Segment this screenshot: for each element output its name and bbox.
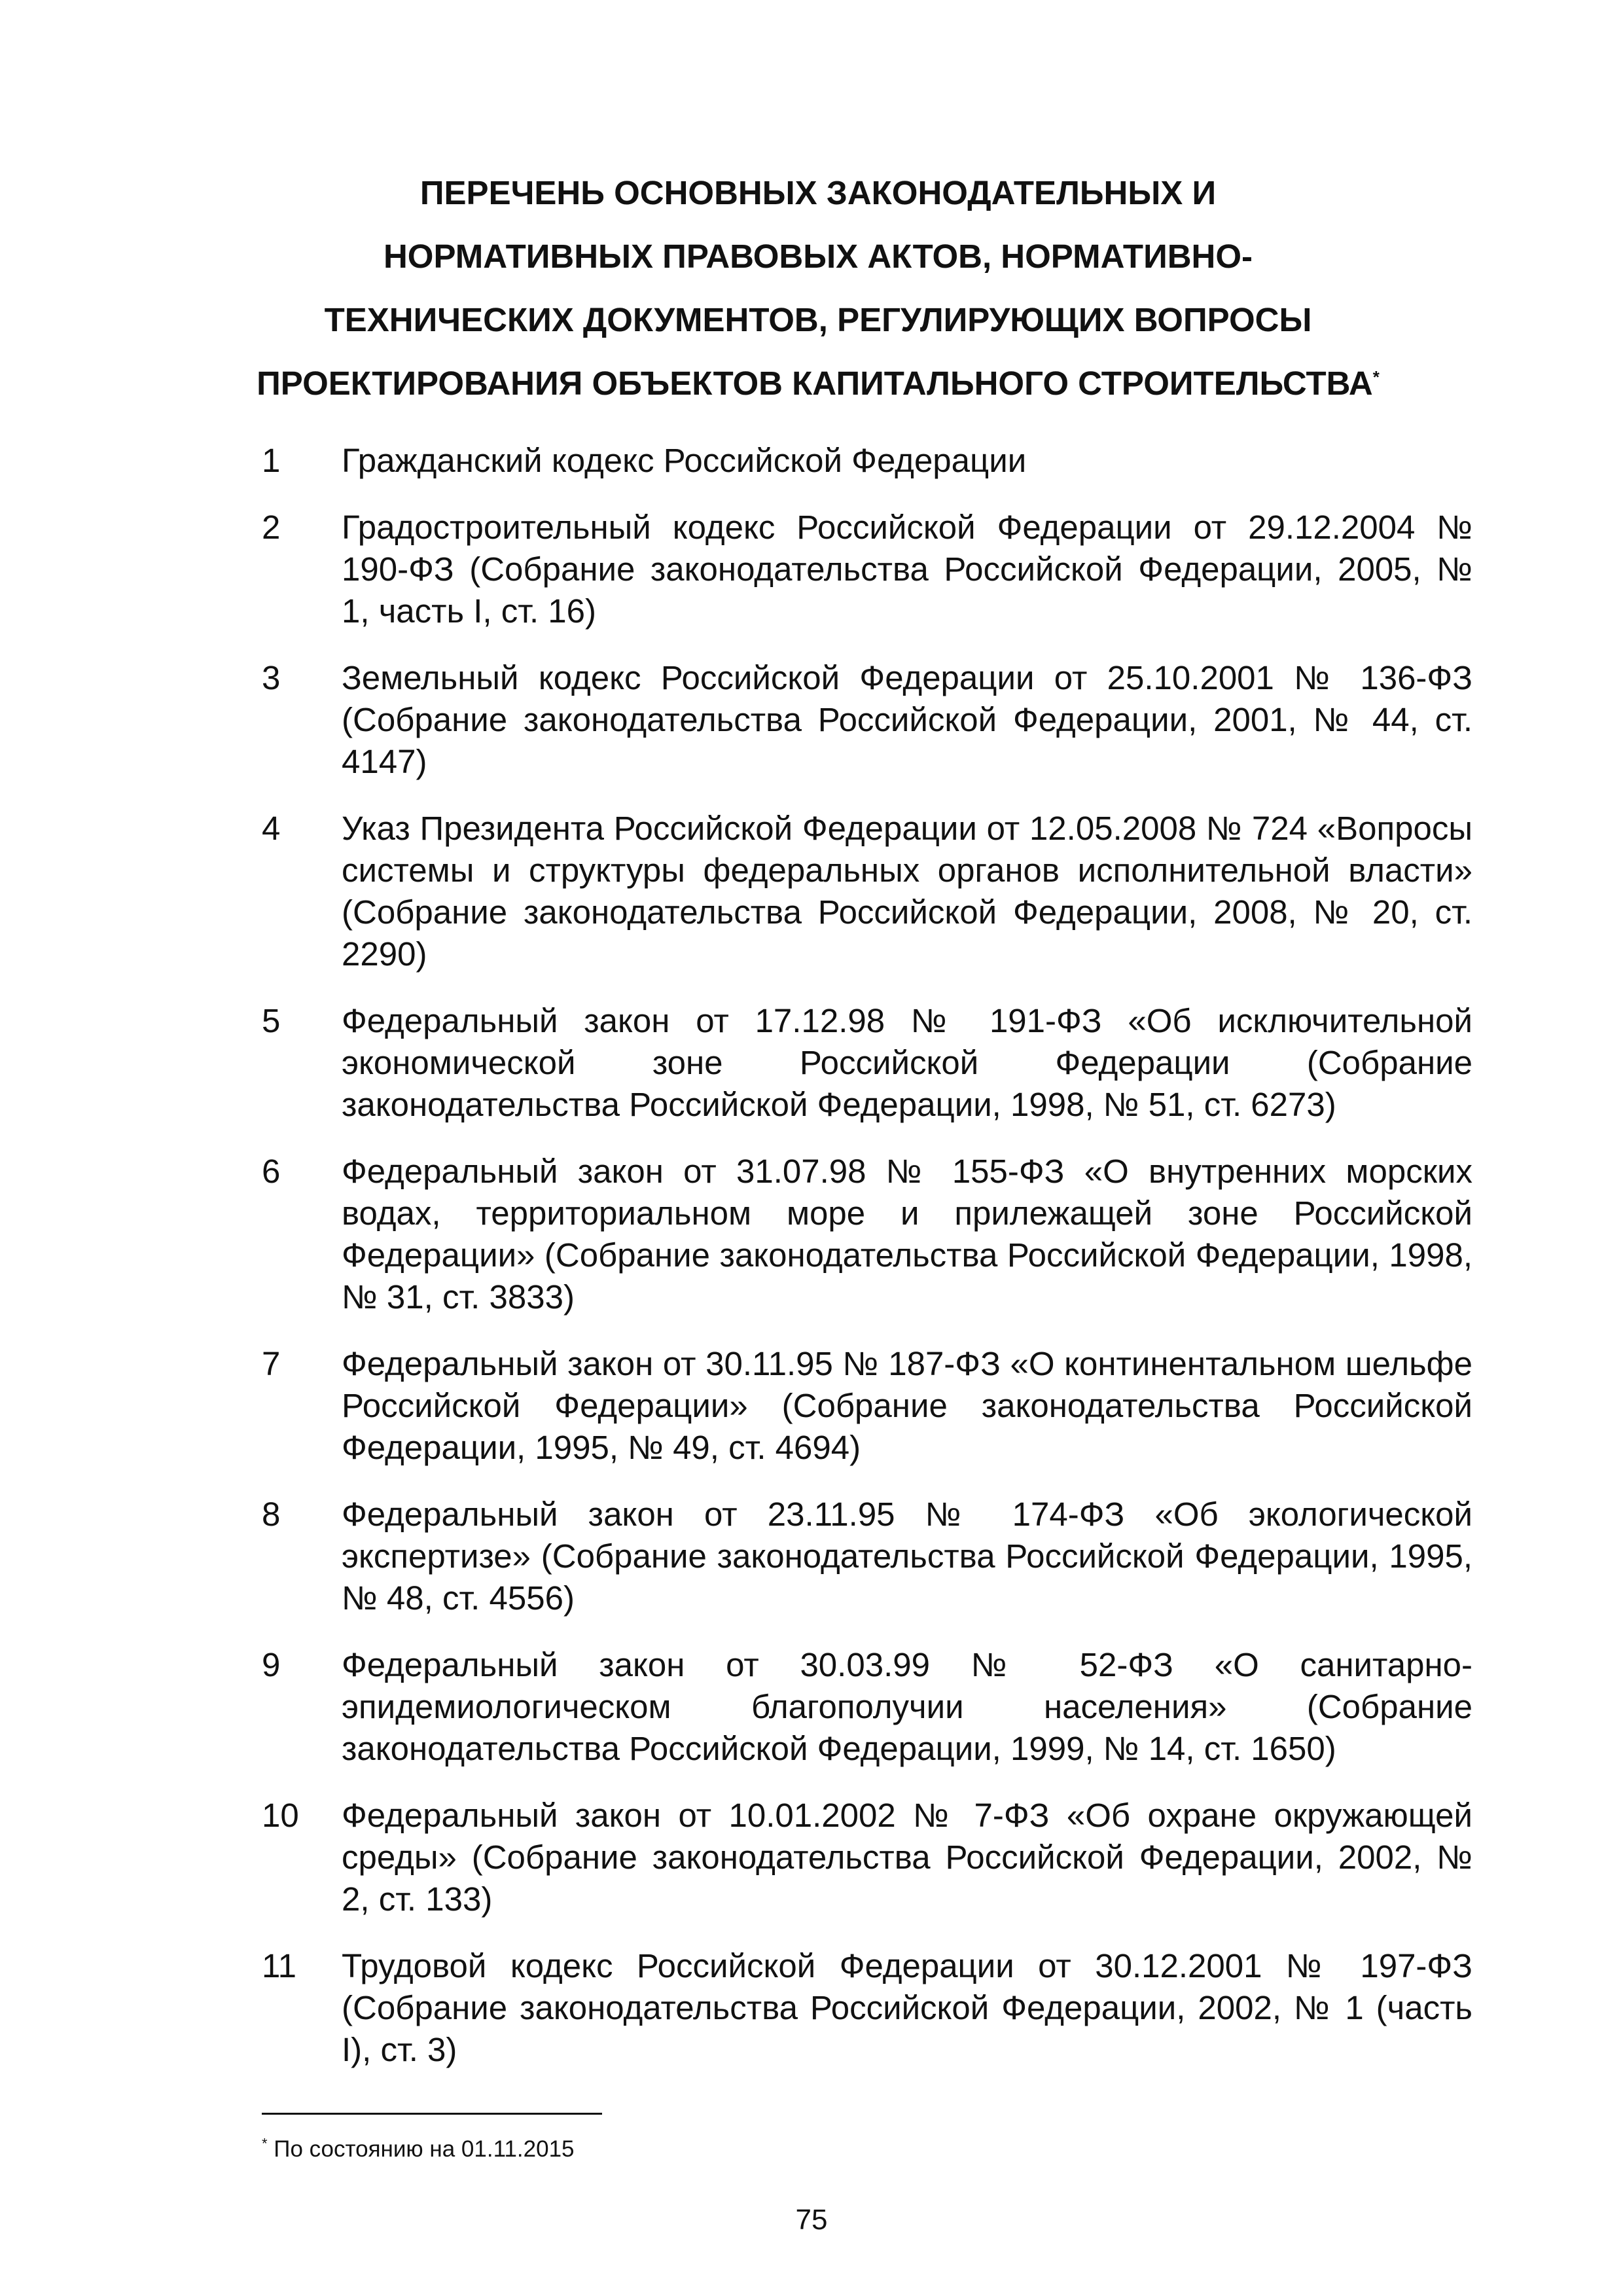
list-item bbox=[262, 507, 1472, 632]
item-number: 2 bbox=[262, 509, 281, 546]
list-item bbox=[262, 657, 1472, 783]
list-item bbox=[262, 1644, 1472, 1770]
item-text: Земельный кодекс Российской Федерации от 25.10.2001 № 136-ФЗ (Собрание законодательства Российской Федерации, 2001, № 44, ст. 4147) bbox=[342, 659, 1472, 780]
item-number: 5 bbox=[262, 1002, 281, 1039]
item-text: Федеральный закон от 17.12.98 № 191-ФЗ «Об исключительной экономической зоне Российской Федерации (Собрание законодательства Российской Федерации, 1998, № 51, ст. 6273) bbox=[342, 1002, 1472, 1123]
item-number: 9 bbox=[262, 1646, 281, 1683]
item-number: 7 bbox=[262, 1345, 281, 1382]
list-item bbox=[262, 1151, 1472, 1318]
title-line-text: ПРОЕКТИРОВАНИЯ ОБЪЕКТОВ КАПИТАЛЬНОГО СТРОИТЕЛЬСТВА bbox=[257, 365, 1373, 402]
item-number: 6 bbox=[262, 1153, 281, 1190]
list-item bbox=[262, 1945, 1472, 2071]
list-item bbox=[262, 1000, 1472, 1126]
item-number: 10 bbox=[262, 1797, 299, 1834]
list-item bbox=[262, 808, 1472, 975]
item-number: 11 bbox=[262, 1947, 296, 1984]
item-number: 1 bbox=[262, 442, 281, 479]
title-line-last bbox=[196, 351, 1440, 415]
item-text: Федеральный закон от 10.01.2002 № 7-ФЗ «Об охране окружающей среды» (Собрание законодательства Российской Федерации, 2002, № 2, ст. 133) bbox=[342, 1797, 1472, 1918]
item-text: Гражданский кодекс Российской Федерации bbox=[342, 442, 1027, 479]
page-number: 75 bbox=[795, 2204, 828, 2236]
title-line: НОРМАТИВНЫХ ПРАВОВЫХ АКТОВ, НОРМАТИВНО- bbox=[383, 238, 1253, 275]
title-line: ТЕХНИЧЕСКИХ ДОКУМЕНТОВ, РЕГУЛИРУЮЩИХ ВОПРОСЫ bbox=[324, 301, 1312, 338]
item-number: 4 bbox=[262, 810, 281, 847]
list-item bbox=[262, 1343, 1472, 1469]
item-text: Указ Президента Российской Федерации от 12.05.2008 № 724 «Вопросы системы и структуры федеральных органов исполнительной власти» (Собрание законодательства Российской Федерации, 2008, № 20, ст. 2290) bbox=[342, 810, 1472, 973]
item-text: Градостроительный кодекс Российской Федерации от 29.12.2004 № 190-ФЗ (Собрание законодательства Российской Федерации, 2005, № 1, часть I, ст. 16) bbox=[342, 509, 1472, 630]
legal-acts-list bbox=[262, 440, 1472, 2096]
footnote-text: По состоянию на 01.11.2015 bbox=[274, 2136, 575, 2162]
footnote-divider bbox=[262, 2113, 602, 2115]
item-text: Федеральный закон от 30.11.95 № 187-ФЗ «О континентальном шельфе Российской Федерации» (Собрание законодательства Российской Федерации, 1995, № 49, ст. 4694) bbox=[342, 1345, 1472, 1466]
footnote bbox=[262, 2135, 575, 2164]
list-item bbox=[262, 440, 1472, 482]
item-number: 3 bbox=[262, 659, 281, 696]
item-text: Федеральный закон от 30.03.99 № 52-ФЗ «О санитарно-эпидемиологическом благополучии населения» (Собрание законодательства Российской Федерации, 1999, № 14, ст. 1650) bbox=[342, 1646, 1472, 1767]
item-text: Федеральный закон от 31.07.98 № 155-ФЗ «О внутренних морских водах, территориальном море и прилежащей зоне Российской Федерации» (Собрание законодательства Российской Федерации, 1998, № 31, ст. 3833) bbox=[342, 1153, 1472, 1316]
item-text: Федеральный закон от 23.11.95 № 174-ФЗ «Об экологической экспертизе» (Собрание законодательства Российской Федерации, 1995, № 48, ст. 4556) bbox=[342, 1496, 1472, 1617]
item-number: 8 bbox=[262, 1496, 281, 1533]
item-text: Трудовой кодекс Российской Федерации от 30.12.2001 № 197-ФЗ (Собрание законодательства Российской Федерации, 2002, № 1 (часть I), ст. 3) bbox=[342, 1947, 1472, 2068]
document-title bbox=[196, 161, 1440, 415]
list-item bbox=[262, 1494, 1472, 1619]
footnote-marker: * bbox=[262, 2135, 268, 2152]
list-item bbox=[262, 1795, 1472, 1920]
title-line: ПЕРЕЧЕНЬ ОСНОВНЫХ ЗАКОНОДАТЕЛЬНЫХ И bbox=[419, 174, 1217, 211]
title-footnote-marker: * bbox=[1372, 367, 1380, 387]
